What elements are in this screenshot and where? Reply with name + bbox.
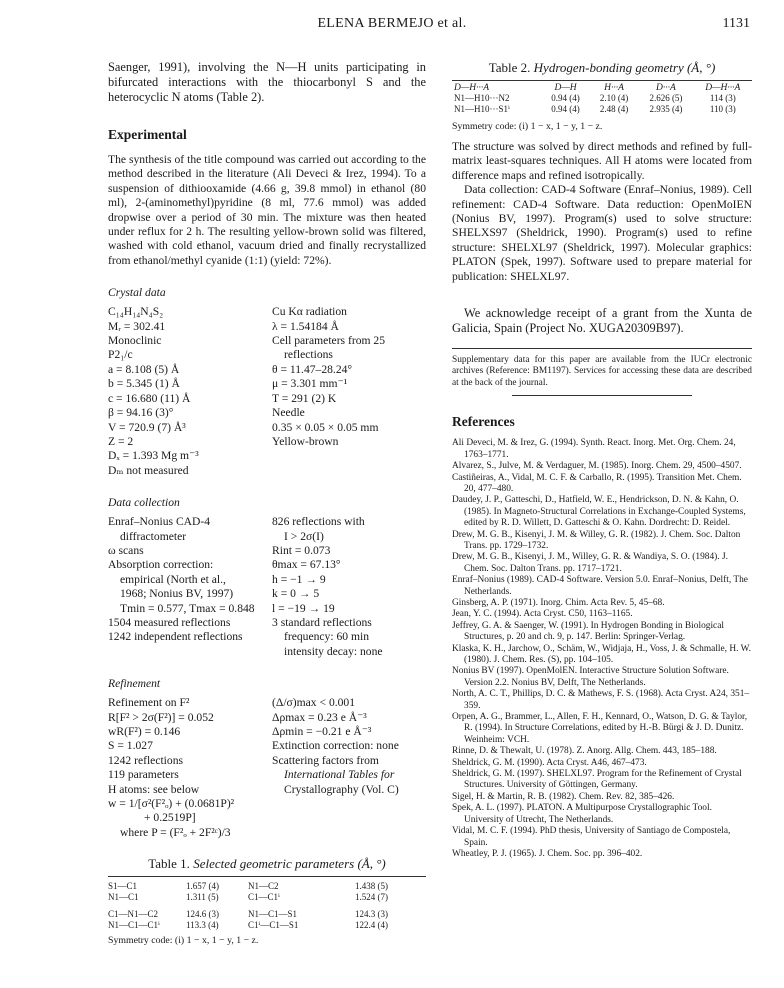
experimental-text: The synthesis of the title compound was carried out according to the method described in the literature (Ali Deveci & Irez, 1994). To a suspension of dithiooxamide (4.66 g, 39.8 mmol) in ethanol (80 ml), 2-(aminomethyl)pyridine (8 ml, 77.6 mmol) was added dropwise over a period of 30 min. The mixture was then heated under reflux for 2 h. The resulting yellow-brown solid was filtered, washed with cold ethanol, vacuum dried and finally recrystallized from ethanol/methyl cyanide (1:1) (yield: 72%). [108,153,426,267]
ref-weight-cont: + 0.2519P] [144,811,196,825]
reference-item: Klaska, K. H., Jarchow, O., Schäm, W., Widjaja, H., Voss, J. & Schmalle, H. W. (1980). J. Chem. Res. (S), pp. 104–105. [452,643,751,665]
table-cell: N1—H10···S1ⁱ [454,104,510,114]
dc-tmin-tmax: Tmin = 0.577, Tmax = 0.848 [120,601,255,615]
crystal-c: c = 16.680 (11) Å [108,391,191,405]
reference-item: Vidal, M. C. F. (1994). PhD thesis, University of Santiago de Compostela, Spain. [452,826,731,848]
table-cell: 124.6 (3) [186,909,219,920]
ref-scattering-source: International Tables for [284,768,395,782]
column-header: D···A [656,83,676,93]
table-cell: C1ⁱ—C1—S1 [248,920,299,931]
table-row [108,920,388,931]
table-row [108,903,388,920]
ref-on: Refinement on F² [108,696,190,710]
table2-caption-prefix: Table 2. [488,60,531,75]
dc-l: l = −19 → 19 [272,601,335,615]
table2-top-rule [452,80,752,81]
table2-symmetry-code: Symmetry code: (i) 1 − x, 1 − y, 1 − z. [452,121,603,132]
table1-caption-prefix: Table 1. [148,856,190,872]
dc-rint: Rint = 0.073 [272,543,331,557]
reference-item: Jeffrey, G. A. & Saenger, W. (1991). In Hydrogen Bonding in Biological Structures, p. 20 and ch. 9, p. 147. Berlin: Springer-Verlag. [452,620,724,643]
crystal-formula: C₁₄H₁₄N₄S₂ [108,305,164,319]
dc-h: h = −1 → 9 [272,572,326,586]
reference-item: Rinne, D. & Thewalt, U. (1978). Z. Anorg. Allg. Chem. 443, 185–188. [452,746,717,757]
table-cell: 1.657 (4) [186,881,219,892]
table1-top-rule [108,876,426,877]
dc-frequency: frequency: 60 min [284,630,369,644]
reference-item: Spek, A. L. (1997). PLATON. A Multipurpose Crystallographic Tool. University of Utrecht, The Netherlands. [452,803,712,825]
table-cell: S1—C1 [108,881,138,892]
crystal-cell-params-cont: reflections [284,348,333,362]
column-header: D—H···A [454,83,490,93]
table-header-row [452,83,752,93]
ref-h-atoms: H atoms: see below [108,782,200,796]
crystal-radiation: Cu Kα radiation [272,305,347,319]
ref-extinction: Extinction correction: none [272,739,399,753]
ref-shift: (Δ/σ)max < 0.001 [272,696,356,710]
table1-caption [108,856,426,872]
dc-k: k = 0 → 5 [272,587,320,601]
column-header: D—H [554,83,577,93]
crystal-beta: β = 94.16 (3)° [108,406,174,420]
table-cell: 1.524 (7) [355,892,388,903]
table-cell: N1—C1 [108,892,139,903]
crystal-lambda: λ = 1.54184 Å [272,319,339,333]
ref-rhomax: Δρmax = 0.23 e Å⁻³ [272,710,367,724]
crystal-system: Monoclinic [108,334,162,348]
crystal-habit: Needle [272,406,305,420]
intro-paragraph: Saenger, 1991), involving the N—H units participating in bifurcated interactions with the thiocarbonyl S and the heterocyclic N atoms (Table 2). [108,60,426,104]
software-text: Data collection: CAD-4 Software (Enraf–Nonius, 1989). Cell refinement: CAD-4 Software. Data reduction: OpenMoIEN (Nonius BV, 1997). Program(s) used to solve structure: SHELXS97 (Sheldrick, 1990). Program(s) used to refine structure: SHELXL97 (Sheldrick, 1997). Molecular graphics: PLATON (Spek, 1997). Software used to prepare material for publication: SHELXL97. [452,183,752,283]
table-cell: 2.626 (5) [649,93,683,103]
reference-item: Sigel, H. & Martin, R. B. (1982). Chem. Rev. 82, 385–426. [452,791,675,802]
running-header-author: ELENA BERMEJO et al. [317,16,467,31]
dc-absorption-ref: 1968; Nonius BV, 1997) [120,587,234,601]
dc-independent: 1242 independent reflections [108,630,243,644]
table-cell: 0.94 (4) [551,104,580,114]
page-number: 1131 [722,16,750,31]
right-column [452,60,752,860]
table-cell: 0.94 (4) [551,93,580,103]
table-cell: 2.10 (4) [599,93,629,103]
table1-symmetry-code: Symmetry code: (i) 1 − x, 1 − y, 1 − z. [108,935,259,947]
reference-item: Castiñeiras, A., Vidal, M. C. F. & Carballo, R. (1995). Transition Met. Chem. 20, 477–480. [452,472,742,494]
supplementary-rule [452,348,752,349]
dc-measured: 1504 measured reflections [108,615,231,629]
table-cell: N1—C2 [248,881,279,892]
references-list [452,438,752,860]
reference-item: Jean, Y. C. (1994). Acta Cryst. C50, 1163–1165. [452,609,633,620]
acknowledgement: We acknowledge receipt of a grant from the Xunta de Galicia, Spain (Project No. XUGA20309B97). [452,306,752,336]
table-cell: N1—H10···N2 [454,93,510,103]
table-row [108,892,388,903]
table-cell: 1.438 (5) [355,881,388,892]
table-cell: 114 (3) [709,93,736,103]
table-cell: 122.4 (4) [355,920,388,931]
dc-observed: 826 reflections with [272,515,365,529]
ref-scattering-vol: Crystallography (Vol. C) [284,782,399,796]
ref-wr: wR(F²) = 0.146 [108,725,181,738]
dc-thetamax: θmax = 67.13° [272,558,341,572]
ref-scattering: Scattering factors from [272,753,379,767]
table-cell: 1.311 (5) [186,892,219,903]
ref-s: S = 1.027 [108,739,153,753]
reference-item: Drew, M. G. B., Kisenyi, J. M. & Willey, G. R. (1982). J. Chem. Soc. Dalton Trans. pp. 1729–1732. [452,529,741,551]
crystal-b: b = 5.345 (1) Å [108,377,180,391]
crystal-mr: Mᵣ = 302.41 [108,319,166,333]
reference-item: Sheldrick, G. M. (1997). SHELXL97. Program for the Refinement of Crystal Structures. University of Göttingen, Germany. [452,769,742,791]
dc-decay: intensity decay: none [284,644,383,658]
table-cell: C1—N1—C2 [108,909,159,920]
left-column [108,60,426,946]
crystal-size: 0.35 × 0.05 × 0.05 mm [272,420,379,434]
column-header: D—H···A [705,83,741,93]
reference-item: Ali Deveci, M. & Irez, G. (1994). Synth. React. Inorg. Met. Org. Chem. 24, 1763–1771. [452,438,736,460]
table-cell: 2.935 (4) [649,104,683,114]
dc-standards: 3 standard reflections [272,615,372,629]
crystal-dx: Dₓ = 1.393 Mg m⁻³ [108,449,199,463]
column-header: H···A [604,83,624,93]
references-heading: References [452,414,515,430]
table-cell: N1—C1—C1ⁱ [108,920,160,931]
table-cell: 124.3 (3) [355,909,388,920]
reference-item: North, A. C. T., Phillips, D. C. & Mathews, F. S. (1968). Acta Cryst. A24, 351–359. [452,689,750,711]
table-row [108,881,388,892]
dc-absorption-method: empirical (North et al., [120,572,226,586]
table-cell: 2.48 (4) [599,104,629,114]
table-row [452,104,752,115]
crystal-theta: θ = 11.47–28.24° [272,362,353,376]
ref-weight-p: where P = (F²ₒ + 2F²ᶜ)/3 [120,825,231,839]
ref-parameters: 119 parameters [108,768,179,782]
reference-item: Nonius BV (1997). OpenMolEN. Interactive Structure Solution Software. Version 2.2. Nonius BV, Delft, The Netherlands. [452,666,729,688]
crystal-cell-params: Cell parameters from 25 [272,334,385,348]
ref-r: R[F² > 2σ(F²)] = 0.052 [108,710,214,724]
table2-caption-title: Hydrogen-bonding geometry (Å, °) [533,60,716,75]
crystal-space-group: P2₁/c [108,348,133,362]
crystal-a: a = 8.108 (5) Å [108,362,180,376]
crystal-mu: μ = 3.301 mm⁻¹ [272,377,348,391]
table-cell: N1—C1—S1 [248,909,298,920]
crystal-data-block [108,305,426,478]
refinement-block [108,696,426,840]
data-collection-block [108,515,426,659]
crystal-volume: V = 720.9 (7) Å³ [108,420,186,434]
dc-diffractometer: Enraf–Nonius CAD-4 [108,515,211,529]
crystal-dm: Dₘ not measured [108,463,189,477]
reference-item: Drew, M. G. B., Kisenyi, J. M., Willey, G. R. & Wandiya, S. O. (1984). J. Chem. Soc. Dalton Trans. pp. 1717–1721. [452,552,728,574]
data-collection-heading: Data collection [108,496,180,510]
reference-item: Ginsberg, A. P. (1971). Inorg. Chim. Acta Rev. 5, 45–68. [452,597,665,608]
refinement-heading: Refinement [108,677,161,691]
crystal-data-heading: Crystal data [108,286,166,300]
structure-solution-text: The structure was solved by direct methods and refined by full-matrix least-squares techniques. All H atoms were located from difference maps and refined isotropically. [452,140,752,182]
reference-item: Enraf–Nonius (1989). CAD-4 Software. Version 5.0. Enraf–Nonius, Delft, The Netherlands. [452,575,748,597]
reference-item: Daudey, J. P., Gatteschi, D., Hatfield, W. E., Hendrickson, D. N. & Kahn, O. (1985). In Magneto-Structural Correlations in Exchange-Coupled Systems, edited by R. D. Willett, D. Gatteschi & O. Kahn. Dordrecht: D. Reidel. [452,495,746,529]
crystal-temperature: T = 291 (2) K [272,391,337,405]
dc-observed-cont: I > 2σ(I) [284,529,324,543]
experimental-heading: Experimental [108,127,187,142]
ref-rhomin: Δρmin = −0.21 e Å⁻³ [272,725,372,738]
table1-caption-title: Selected geometric parameters (Å, °) [193,856,386,872]
dc-diffractometer-cont: diffractometer [120,529,187,543]
reference-item: Orpen, A. G., Brammer, L., Allen, F. H., Kennard, O., Watson, D. G. & Taylor, R. (1994). In Structure Correlations, edited by H.-B. Bürgi & J. D. Dunitz. Weinheim: VCH. [452,712,748,745]
crystal-z: Z = 2 [108,434,134,448]
supplementary-note: Supplementary data for this paper are available from the IUCr electronic archives (Reference: BM1197). Services for accessing these data are described at the back of the journal. [452,355,752,388]
ref-weight: w = 1/[σ²(F²ₒ) + (0.0681P)² [108,797,235,811]
table-cell: C1—C1ⁱ [248,892,280,903]
ref-reflections: 1242 reflections [108,753,184,767]
reference-item: Wheatley, P. J. (1965). J. Chem. Soc. pp. 396–402. [452,848,643,859]
dc-scans: ω scans [108,543,144,557]
table2-caption [452,60,752,76]
table-cell: 113.3 (4) [186,920,219,931]
crystal-colour: Yellow-brown [272,434,339,448]
table1-geometry [108,881,388,931]
table-cell: 110 (3) [709,104,736,114]
reference-item: Alvarez, S., Julve, M. & Verdaguer, M. (1985). Inorg. Chem. 29, 4500–4507. [452,461,742,472]
supplementary-bottom-rule [512,395,692,396]
reference-item: Sheldrick, G. M. (1990). Acta Cryst. A46, 467–473. [452,757,647,768]
dc-absorption: Absorption correction: [108,558,214,572]
table-row [452,93,752,104]
table2-hydrogen-bonds [452,83,752,115]
